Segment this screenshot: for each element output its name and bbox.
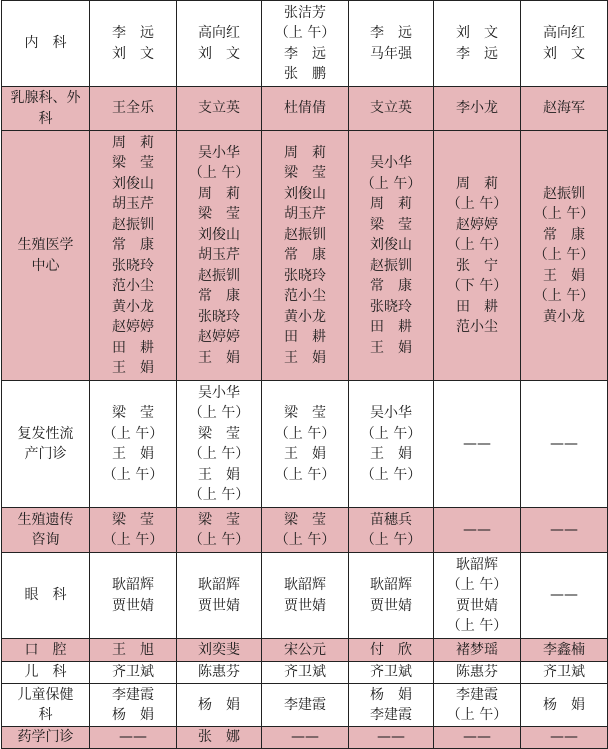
schedule-cell: 李建霞 （上 午） [434,684,521,727]
schedule-cell: 李鑫楠 [521,639,608,662]
row-recurrent-miscarriage [2,381,608,508]
department-label: 生殖遗传 咨询 [2,508,90,553]
schedule-cell: —— [434,727,521,749]
schedule-cell: 张 娜 [177,727,262,749]
schedule-cell: 吴小华 （上 午） 王 娟 （上 午） [349,381,434,508]
department-label: 药学门诊 [2,727,90,749]
department-label: 眼 科 [2,553,90,639]
schedule-cell: 周 莉 梁 莹 刘俊山 胡玉芹 赵振钏 常 康 张晓玲 范小尘 黄小龙 赵婷婷 田 耕 王 娟 [90,131,177,381]
schedule-cell: 李小龙 [434,87,521,131]
schedule-cell: 张洁芳 （上 午） 李 远 张 鹏 [262,1,349,87]
schedule-cell: 齐卫斌 [349,662,434,684]
schedule-cell: —— [521,381,608,508]
schedule-cell: 吴小华 （上 午） 梁 莹 （上 午） 王 娟 （上 午） [177,381,262,508]
schedule-cell: 赵海军 [521,87,608,131]
department-label: 乳腺科、外 科 [2,87,90,131]
schedule-cell: 梁 莹 （上 午） 王 娟 （上 午） [90,381,177,508]
row-reproductive-center [2,131,608,381]
department-label: 儿童保健 科 [2,684,90,727]
schedule-cell: 周 莉 （上 午） 赵婷婷 （上 午） 张 宁 （下 午） 田 耕 范小尘 [434,131,521,381]
clinic-schedule-table [1,0,608,749]
schedule-cell: 褚梦瑶 [434,639,521,662]
schedule-cell: 李建霞 [262,684,349,727]
department-label: 儿 科 [2,662,90,684]
schedule-cell: —— [521,553,608,639]
schedule-cell: 支立英 [177,87,262,131]
schedule-cell: 耿韶辉 贾世婧 [262,553,349,639]
department-label: 内 科 [2,1,90,87]
department-label: 口 腔 [2,639,90,662]
schedule-cell: 梁 莹 （上 午） 王 娟 （上 午） [262,381,349,508]
schedule-cell: 杨 娟 [521,684,608,727]
schedule-cell: 陈惠芬 [434,662,521,684]
schedule-cell: 刘 文 李 远 [434,1,521,87]
schedule-cell: 陈惠芬 [177,662,262,684]
row-pediatrics [2,662,608,684]
row-child-healthcare [2,684,608,727]
schedule-cell: 高向红 刘 文 [521,1,608,87]
schedule-cell: 苗穗兵 （上 午） [349,508,434,553]
schedule-cell: 齐卫斌 [521,662,608,684]
schedule-cell: 杨 娟 [177,684,262,727]
schedule-cell: —— [349,727,434,749]
schedule-cell: 杨 娟 李建霞 [349,684,434,727]
schedule-cell: 付 欣 [349,639,434,662]
schedule-cell: 耿韶辉 贾世婧 [349,553,434,639]
schedule-cell: 刘奕斐 [177,639,262,662]
row-stomatology [2,639,608,662]
schedule-cell: 耿韶辉 （上 午） 贾世婧 （上 午） [434,553,521,639]
schedule-cell: —— [521,727,608,749]
schedule-cell: 齐卫斌 [90,662,177,684]
schedule-cell: 王全乐 [90,87,177,131]
schedule-cell: 吴小华 （上 午） 周 莉 梁 莹 刘俊山 赵振钏 常 康 张晓玲 田 耕 王 娟 [349,131,434,381]
schedule-cell: 耿韶辉 贾世婧 [177,553,262,639]
schedule-cell: —— [521,508,608,553]
schedule-cell: 王 旭 [90,639,177,662]
department-label: 生殖医学 中心 [2,131,90,381]
row-ophthalmology [2,553,608,639]
schedule-cell: 李建霞 杨 娟 [90,684,177,727]
schedule-cell: 李 远 马年强 [349,1,434,87]
row-genetic-counseling [2,508,608,553]
schedule-cell: 耿韶辉 贾世婧 [90,553,177,639]
schedule-cell: 杜倩倩 [262,87,349,131]
schedule-cell: 李 远 刘 文 [90,1,177,87]
department-label: 复发性流 产门诊 [2,381,90,508]
schedule-cell: 梁 莹 （上 午） [262,508,349,553]
row-breast-surgery [2,87,608,131]
schedule-cell: —— [90,727,177,749]
schedule-cell: 梁 莹 （上 午） [177,508,262,553]
schedule-cell: 吴小华 （上 午） 周 莉 梁 莹 刘俊山 胡玉芹 赵振钏 常 康 张晓玲 赵婷婷 王 娟 [177,131,262,381]
schedule-cell: 宋公元 [262,639,349,662]
schedule-cell: 赵振钏 （上 午） 常 康 （上 午） 王 娟 （上 午） 黄小龙 [521,131,608,381]
schedule-cell: —— [434,381,521,508]
schedule-cell: 周 莉 梁 莹 刘俊山 胡玉芹 赵振钏 常 康 张晓玲 范小尘 黄小龙 田 耕 王 娟 [262,131,349,381]
row-pharmacy-clinic [2,727,608,749]
schedule-cell: —— [262,727,349,749]
row-internal-medicine [2,1,608,87]
schedule-cell: 齐卫斌 [262,662,349,684]
schedule-cell: 高向红 刘 文 [177,1,262,87]
schedule-cell: —— [434,508,521,553]
schedule-cell: 支立英 [349,87,434,131]
schedule-cell: 梁 莹 （上 午） [90,508,177,553]
